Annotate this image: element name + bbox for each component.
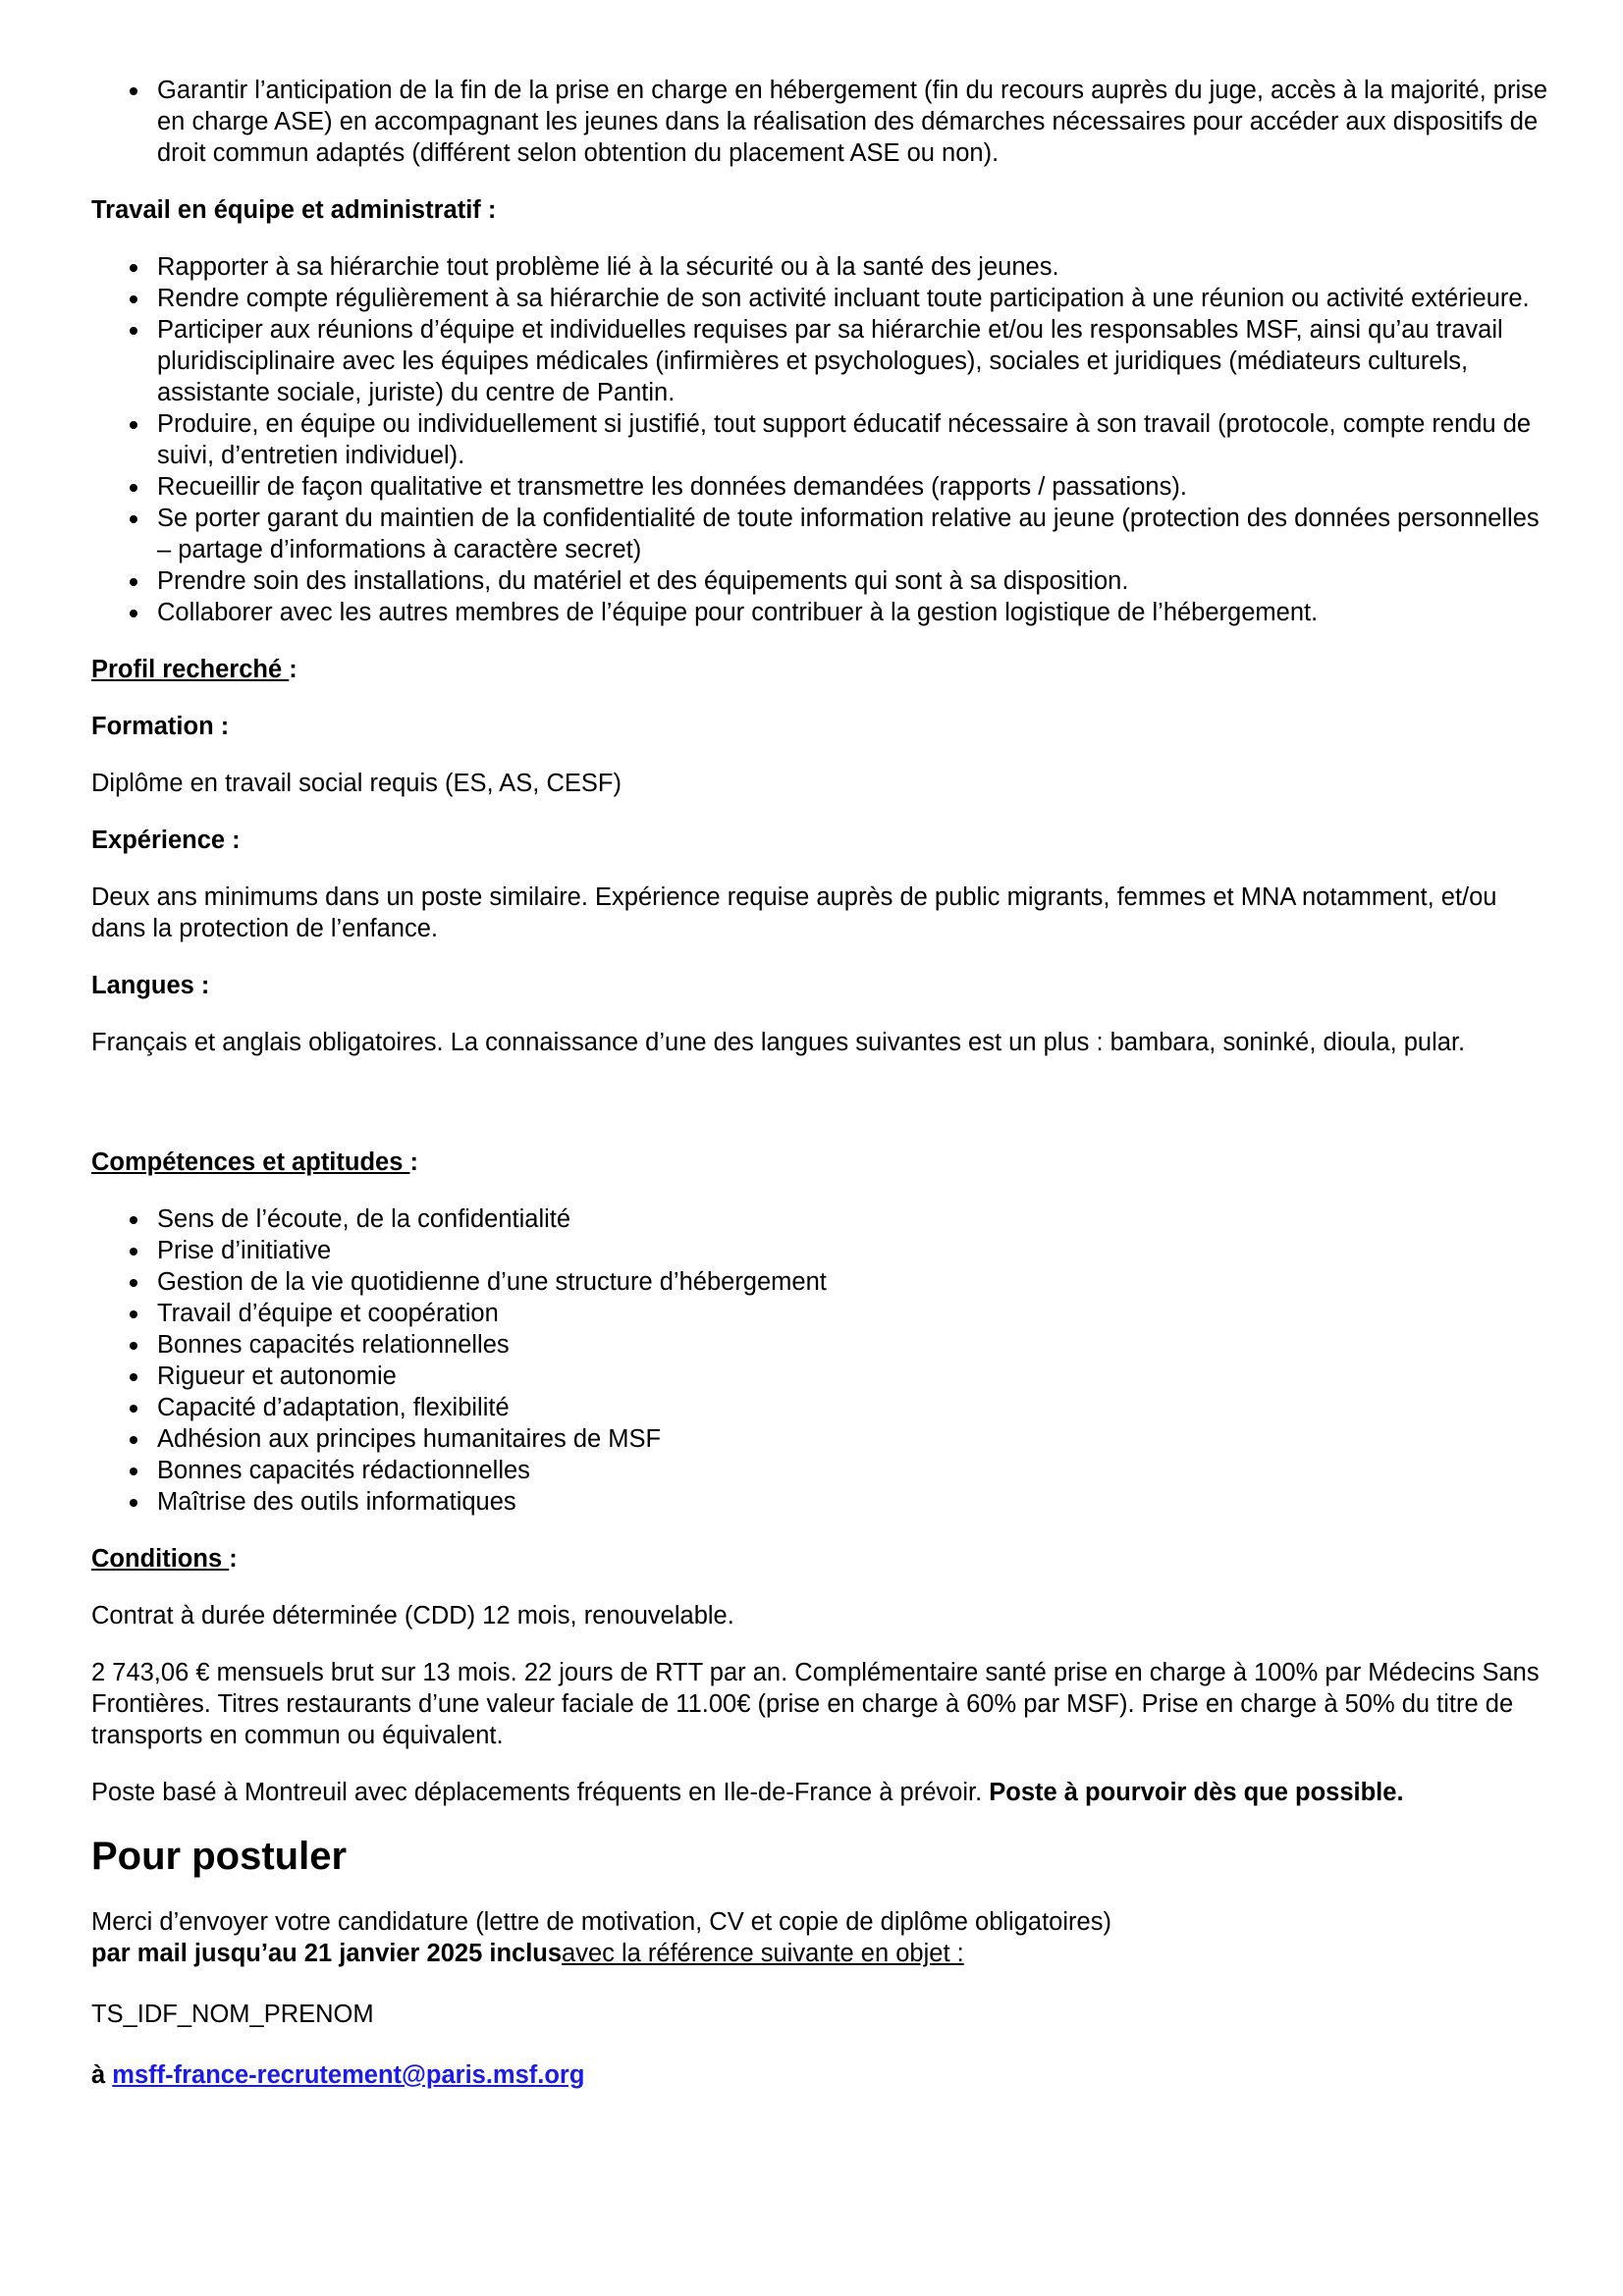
document-page <box>91 75 1554 2091</box>
conditions-heading <box>91 1543 1554 1575</box>
skills-heading <box>91 1147 1554 1178</box>
list-item: Capacité d’adaptation, flexibilité <box>157 1392 1554 1423</box>
apply-to: à <box>91 2061 113 2089</box>
conditions-heading-text: Conditions <box>91 1545 230 1573</box>
apply-reference: TS_IDF_NOM_PRENOM <box>91 2001 374 2028</box>
list-item: Collaborer avec les autres membres de l’équipe pour contribuer à la gestion logistique de l’hébergement. <box>157 597 1554 628</box>
list-item: Gestion de la vie quotidienne d’une structure d’hébergement <box>157 1266 1554 1298</box>
contract-text: Contrat à durée déterminée (CDD) 12 mois, renouvelable. <box>91 1602 734 1629</box>
languages-text: Français et anglais obligatoires. La connaissance d’une des langues suivantes est un plus : bambara, soninké, dioula, pular. <box>91 1029 1466 1056</box>
list-item: Garantir l’anticipation de la fin de la prise en charge en hébergement (fin du recours auprès du juge, accès à la majorité, prise en charge ASE) en accompagnant les jeunes dans la réalisation des démarches nécessaires pour accéder aux dispositifs de droit commun adaptés (différent selon obtention du placement ASE ou non). <box>157 75 1554 169</box>
experience-text: Deux ans minimums dans un poste similaire. Expérience requise auprès de public migrants, femmes et MNA notamment, et/ou dans la protection de l’enfance. <box>91 883 1497 942</box>
apply-reference-note: avec la référence suivante en objet : <box>562 1940 964 1967</box>
experience-heading: Expérience : <box>91 827 241 854</box>
skills-heading-colon: : <box>409 1148 418 1176</box>
languages-heading: Langues : <box>91 972 210 999</box>
salary-text: 2 743,06 € mensuels brut sur 13 mois. 22 jours de RTT par an. Complémentaire santé prise en charge à 100% par Médecins Sans Frontières. Titres restaurants d’une valeur faciale de 11.00€ (prise en charge à 60% par MSF). Prise en charge à 50% du titre de transports en commun ou équivalent. <box>91 1659 1540 1749</box>
location-text <box>91 1777 1554 1808</box>
apply-heading: Pour postuler <box>91 1835 348 1878</box>
apply-email-line <box>91 2059 1554 2091</box>
list-item: Travail d’équipe et coopération <box>157 1298 1554 1329</box>
list-item: Rapporter à sa hiérarchie tout problème lié à la sécurité ou à la santé des jeunes. <box>157 251 1554 283</box>
profile-heading <box>91 654 1554 685</box>
list-item: Bonnes capacités relationnelles <box>157 1329 1554 1361</box>
skills-bullet-list <box>91 1203 1554 1518</box>
list-item: Participer aux réunions d’équipe et individuelles requises par sa hiérarchie et/ou les responsables MSF, ainsi qu’au travail pluridisciplinaire avec les équipes médicales (infirmières et psychologues), sociales et juridiques (médiateurs culturels, assistante sociale, juriste) du centre de Pantin. <box>157 314 1554 408</box>
list-item: Bonnes capacités rédactionnelles <box>157 1455 1554 1486</box>
formation-heading: Formation : <box>91 713 230 740</box>
formation-text: Diplôme en travail social requis (ES, AS, CESF) <box>91 770 622 797</box>
profile-heading-colon: : <box>289 656 298 683</box>
apply-text <box>91 1906 1554 1969</box>
list-item: Sens de l’écoute, de la confidentialité <box>157 1203 1554 1235</box>
intro-bullet-list <box>91 75 1554 169</box>
list-item: Se porter garant du maintien de la confidentialité de toute information relative au jeune (protection des données personnelles – partage d’informations à caractère secret) <box>157 503 1554 565</box>
list-item: Prendre soin des installations, du matériel et des équipements qui sont à sa disposition. <box>157 565 1554 597</box>
conditions-heading-colon: : <box>229 1545 238 1573</box>
list-item: Prise d’initiative <box>157 1235 1554 1266</box>
list-item: Rigueur et autonomie <box>157 1361 1554 1392</box>
list-item: Produire, en équipe ou individuellement si justifié, tout support éducatif nécessaire à son travail (protocole, compte rendu de suivi, d’entretien individuel). <box>157 408 1554 471</box>
skills-heading-text: Compétences et aptitudes <box>91 1148 410 1176</box>
availability-text: Poste à pourvoir dès que possible. <box>989 1779 1404 1806</box>
list-item: Maîtrise des outils informatiques <box>157 1486 1554 1518</box>
profile-heading-text: Profil recherché <box>91 656 290 683</box>
team-heading: Travail en équipe et administratif : <box>91 196 497 224</box>
apply-deadline: par mail jusqu’au 21 janvier 2025 inclus <box>91 1940 563 1967</box>
email-link[interactable]: msff-france-recrutement@paris.msf.org <box>112 2061 585 2089</box>
team-bullet-list <box>91 251 1554 628</box>
list-item: Adhésion aux principes humanitaires de MSF <box>157 1423 1554 1455</box>
apply-line1: Merci d’envoyer votre candidature (lettre de motivation, CV et copie de diplôme obligatoires) <box>91 1908 1111 1936</box>
list-item: Rendre compte régulièrement à sa hiérarchie de son activité incluant toute participation à une réunion ou activité extérieure. <box>157 283 1554 314</box>
list-item: Recueillir de façon qualitative et transmettre les données demandées (rapports / passations). <box>157 471 1554 503</box>
location-main: Poste basé à Montreuil avec déplacements fréquents en Ile-de-France à prévoir. <box>91 1779 990 1806</box>
